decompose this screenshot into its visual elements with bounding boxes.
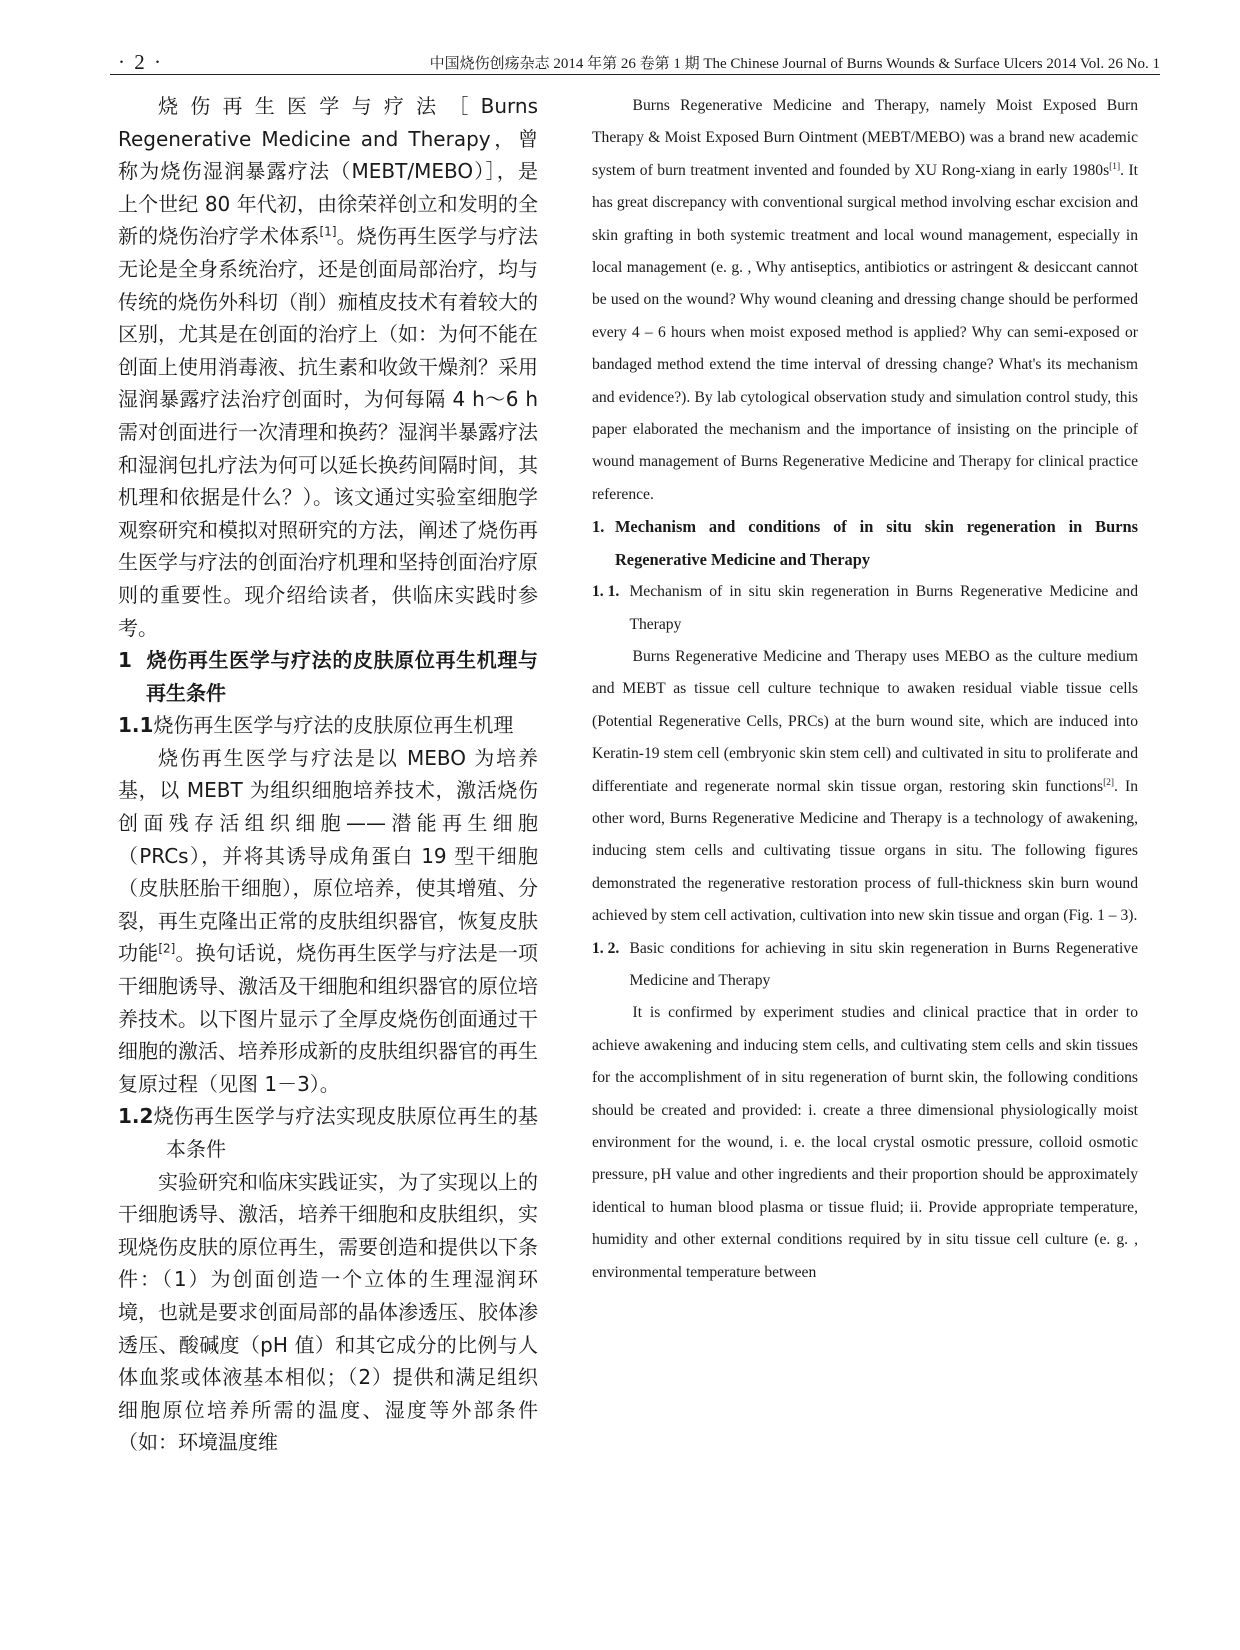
running-header bbox=[110, 50, 1160, 75]
en-section-1-heading: 1. Mechanism and conditions of in situ skin regeneration in Burns Regenerative Medicine and Therapy bbox=[592, 517, 1138, 569]
cn-ref-2: [2] bbox=[158, 941, 176, 956]
cn-ref-1: [1] bbox=[319, 224, 337, 239]
en-section-1-1-heading: 1. 1. Mechanism of in situ skin regeneration in Burns Regenerative Medicine and Therapy bbox=[592, 583, 1138, 633]
journal-running-title: 中国烧伤创疡杂志 2014 年第 26 卷第 1 期 The Chinese Journal of Burns Wounds & Surface Ulcers 2014 Vol. 26 No. 1 bbox=[429, 56, 1160, 72]
cn-section-1-1-heading: 1.1烧伤再生医学与疗法的皮肤原位再生机理 bbox=[118, 713, 514, 738]
cn-section-1-2-heading: 1.2烧伤再生医学与疗法实现皮肤原位再生的基本条件 bbox=[118, 1104, 538, 1161]
cn-intro-paragraph: 烧伤再生医学与疗法［Burns Regenerative Medicine and Therapy，曾称为烧伤湿润暴露疗法（MEBT/MEBO）］，是上个世纪 80 年代初，由徐荣祥创立和发明的全新的烧伤治疗学术体系[1]。烧伤再生医学与疗法无论是全身系统治疗，还是创面局部治疗，均与传统的烧伤外科切（削）痂植皮技术有着较大的区别，尤其是在创面的治疗上（如：为何不能在创面上使用消毒液、抗生素和收敛干燥剂？采用湿润暴露疗法治疗创面时，为何每隔 4 h～6 h 需对创面进行一次清理和换药？湿润半暴露疗法和湿润包扎疗法为何可以延长换药间隔时间，其机理和依据是什么？）。该文通过实验室细胞学观察研究和模拟对照研究的方法，阐述了烧伤再生医学与疗法的创面治疗机理和坚持创面治疗原则的重要性。现介绍给读者，供临床实践时参考。 bbox=[118, 94, 538, 640]
cn-section-1-heading: 1 烧伤再生医学与疗法的皮肤原位再生机理与再生条件 bbox=[118, 648, 538, 705]
en-section-1-2-heading: 1. 2. Basic conditions for achieving in situ skin regeneration in Burns Regenerative Medicine and Therapy bbox=[592, 939, 1138, 989]
en-ref-1: [1] bbox=[1109, 161, 1121, 172]
cn-section-1-2-paragraph: 实验研究和临床实践证实，为了实现以上的干细胞诱导、激活，培养干细胞和皮肤组织，实现烧伤皮肤的原位再生，需要创造和提供以下条件：（1）为创面创造一个立体的生理湿润环境，也就是要求创面局部的晶体渗透压、胶体渗透压、酸碱度（pH 值）和其它成分的比例与人体血浆或体液基本相似；（2）提供和满足组织细胞原位培养所需的温度、湿度等外部条件（如：环境温度维 bbox=[118, 1169, 538, 1455]
en-intro-paragraph: Burns Regenerative Medicine and Therapy, namely Moist Exposed Burn Therapy & Moist Exposed Burn Ointment (MEBT/MEBO) was a brand new academic system of burn treatment invented and founded by XU Rong-xiang in early 1980s[1]. It has great discrepancy with conventional surgical method involving eschar excision and skin grafting in both systemic treatment and local wound management, especially in local management (e. g. , Why antiseptics, antibiotics or astringent & desiccant cannot be used on the wound? Why wound cleaning and dressing change should be performed every 4 – 6 hours when moist exposed method is applied? Why can semi-exposed or bandaged method extend the time interval of dressing change? What's its mechanism and evidence?). By lab cytological observation study and simulation control study, this paper elaborated the mechanism and the importance of insisting on the principle of wound management of Burns Regenerative Medicine and Therapy for clinical practice reference. bbox=[592, 97, 1139, 503]
chinese-column bbox=[118, 90, 538, 1459]
en-section-1-2-paragraph: It is confirmed by experiment studies and clinical practice that in order to achieve awakening and inducing stem cells, and cultivating stem cells and skin tissues for the accomplishment of in situ regeneration of burnt skin, the following conditions should be created and provided: i. create a three dimensional physiologically moist environment for the wound, i. e. the local crystal osmotic pressure, colloid osmotic pressure, pH value and other ingredients and their proportion should be approximately identical to human blood plasma or tissue fluid; ii. Provide appropriate temperature, humidity and other external conditions required by in situ tissue cell culture (e. g. , environmental temperature between bbox=[592, 1004, 1138, 1281]
page-number: · 2 · bbox=[118, 50, 163, 74]
cn-section-1-1-paragraph: 烧伤再生医学与疗法是以 MEBO 为培养基，以 MEBT 为组织细胞培养技术，激活烧伤创面残存活组织细胞——潜能再生细胞（PRCs），并将其诱导成角蛋白 19 型干细胞（皮肤胚胎干细胞），原位培养，使其增殖、分裂，再生克隆出正常的皮肤组织器官，恢复皮肤功能[2]。换句话说，烧伤再生医学与疗法是一项干细胞诱导、激活及干细胞和组织器官的原位培养技术。以下图片显示了全厚皮烧伤创面通过干细胞的激活、培养形成新的皮肤组织器官的再生复原过程（见图 1－3）。 bbox=[118, 745, 539, 1096]
en-ref-2: [2] bbox=[1103, 777, 1115, 788]
english-column bbox=[592, 90, 1138, 1289]
en-section-1-1-paragraph: Burns Regenerative Medicine and Therapy uses MEBO as the culture medium and MEBT as tissue cell culture technique to awaken residual viable tissue cells (Potential Regenerative Cells, PRCs) at the burn wound site, which are induced into Keratin-19 stem cell (embryonic skin stem cell) and cultivated in situ to proliferate and differentiate and regenerate normal skin tissue organ, restoring skin functions[2]. In other word, Burns Regenerative Medicine and Therapy is a technology of awakening, inducing stem cells and cultivating tissue organs in situ. The following figures demonstrated the regenerative restoration process of full-thickness skin burn wound achieved by stem cell activation, cultivation into new skin tissue and organ (Fig. 1 – 3). bbox=[592, 647, 1138, 925]
